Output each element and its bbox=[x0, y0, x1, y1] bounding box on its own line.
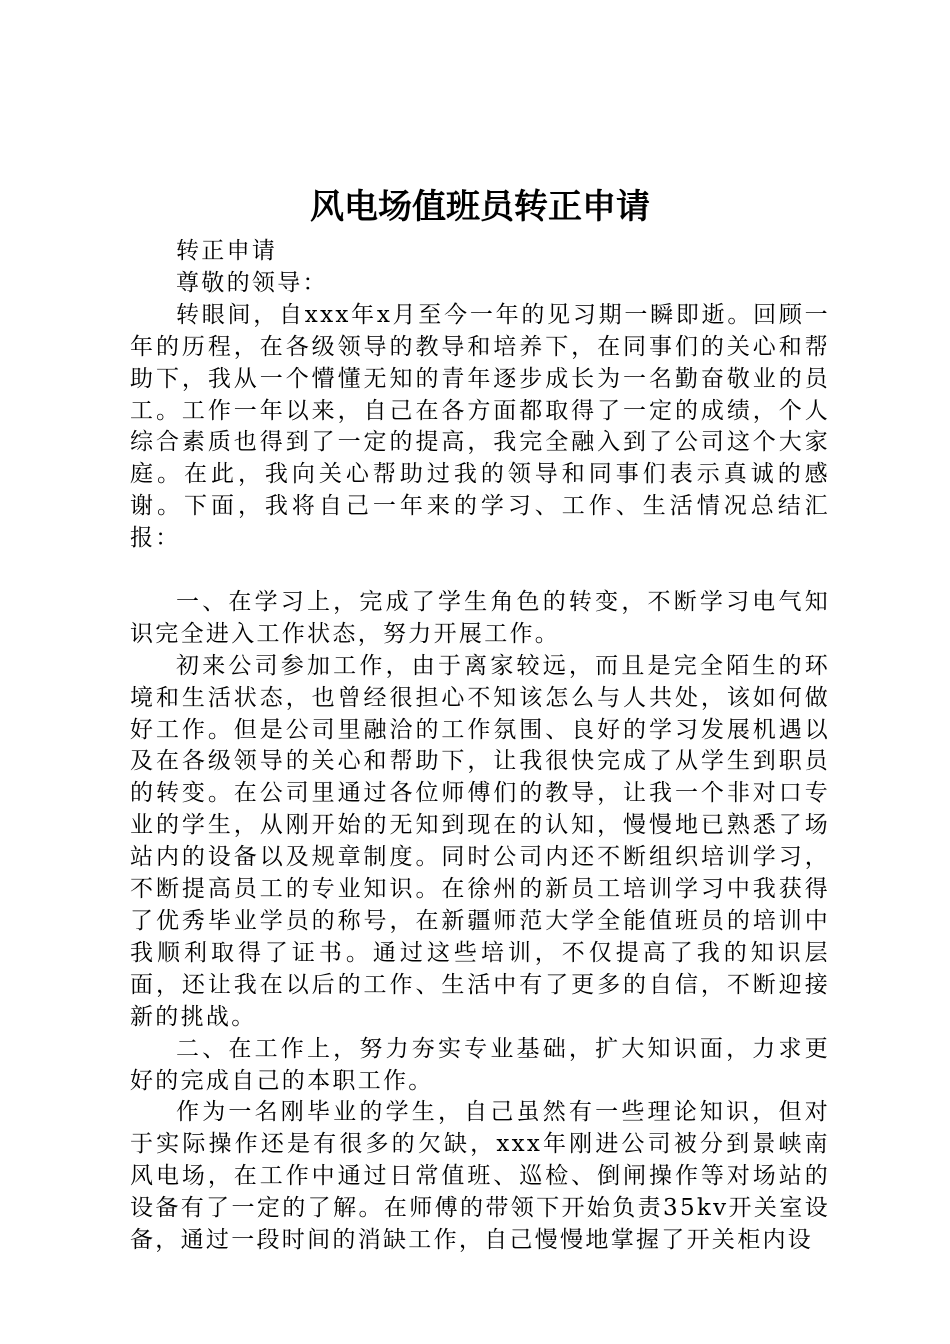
paragraph-heading: 转正申请 bbox=[176, 238, 278, 264]
document-body bbox=[130, 236, 830, 1257]
paragraph-section-two-body: 作为一名刚毕业的学生，自己虽然有一些理论知识，但对于实际操作还是有很多的欠缺，xxx年刚进公司被分到景峡南风电场，在工作中通过日常值班、巡检、倒闸操作等对场站的设备有了一定的了解。在师傅的带领下开始负责35kv开关室设备，通过一段时间的消缺工作，自己慢慢地掌握了开关柜内设 bbox=[130, 1099, 830, 1254]
paragraph-section-one-heading: 一、在学习上，完成了学生角色的转变，不断学习电气知识完全进入工作状态，努力开展工作。 bbox=[130, 588, 830, 647]
paragraph-intro: 转眼间，自xxx年x月至今一年的见习期一瞬即逝。回顾一年的历程，在各级领导的教导和培养下，在同事们的关心和帮助下，我从一个懵懂无知的青年逐步成长为一名勤奋敬业的员工。工作一年以来，自己在各方面都取得了一定的成绩，个人综合素质也得到了一定的提高，我完全融入到了公司这个大家庭。在此，我向关心帮助过我的领导和同事们表示真诚的感谢。下面，我将自己一年来的学习、工作、生活情况总结汇报： bbox=[130, 301, 830, 552]
document-title: 风电场值班员转正申请 bbox=[310, 187, 650, 227]
paragraph-section-one-body: 初来公司参加工作，由于离家较远，而且是完全陌生的环境和生活状态，也曾经很担心不知该怎么与人共处，该如何做好工作。但是公司里融洽的工作氛围、良好的学习发展机遇以及在各级领导的关心和帮助下，让我很快完成了从学生到职员的转变。在公司里通过各位师傅们的教导，让我一个非对口专业的学生，从刚开始的无知到现在的认知，慢慢地已熟悉了场站内的设备以及规章制度。同时公司内还不断组织培训学习，不断提高员工的专业知识。在徐州的新员工培训学习中我获得了优秀毕业学员的称号，在新疆师范大学全能值班员的培训中我顺利取得了证书。通过这些培训，不仅提高了我的知识层面，还让我在以后的工作、生活中有了更多的自信，不断迎接新的挑战。 bbox=[130, 652, 830, 1030]
paragraph-section-two-heading: 二、在工作上，努力夯实专业基础，扩大知识面，力求更好的完成自己的本职工作。 bbox=[130, 1035, 830, 1094]
paragraph-salutation: 尊敬的领导： bbox=[176, 269, 328, 296]
